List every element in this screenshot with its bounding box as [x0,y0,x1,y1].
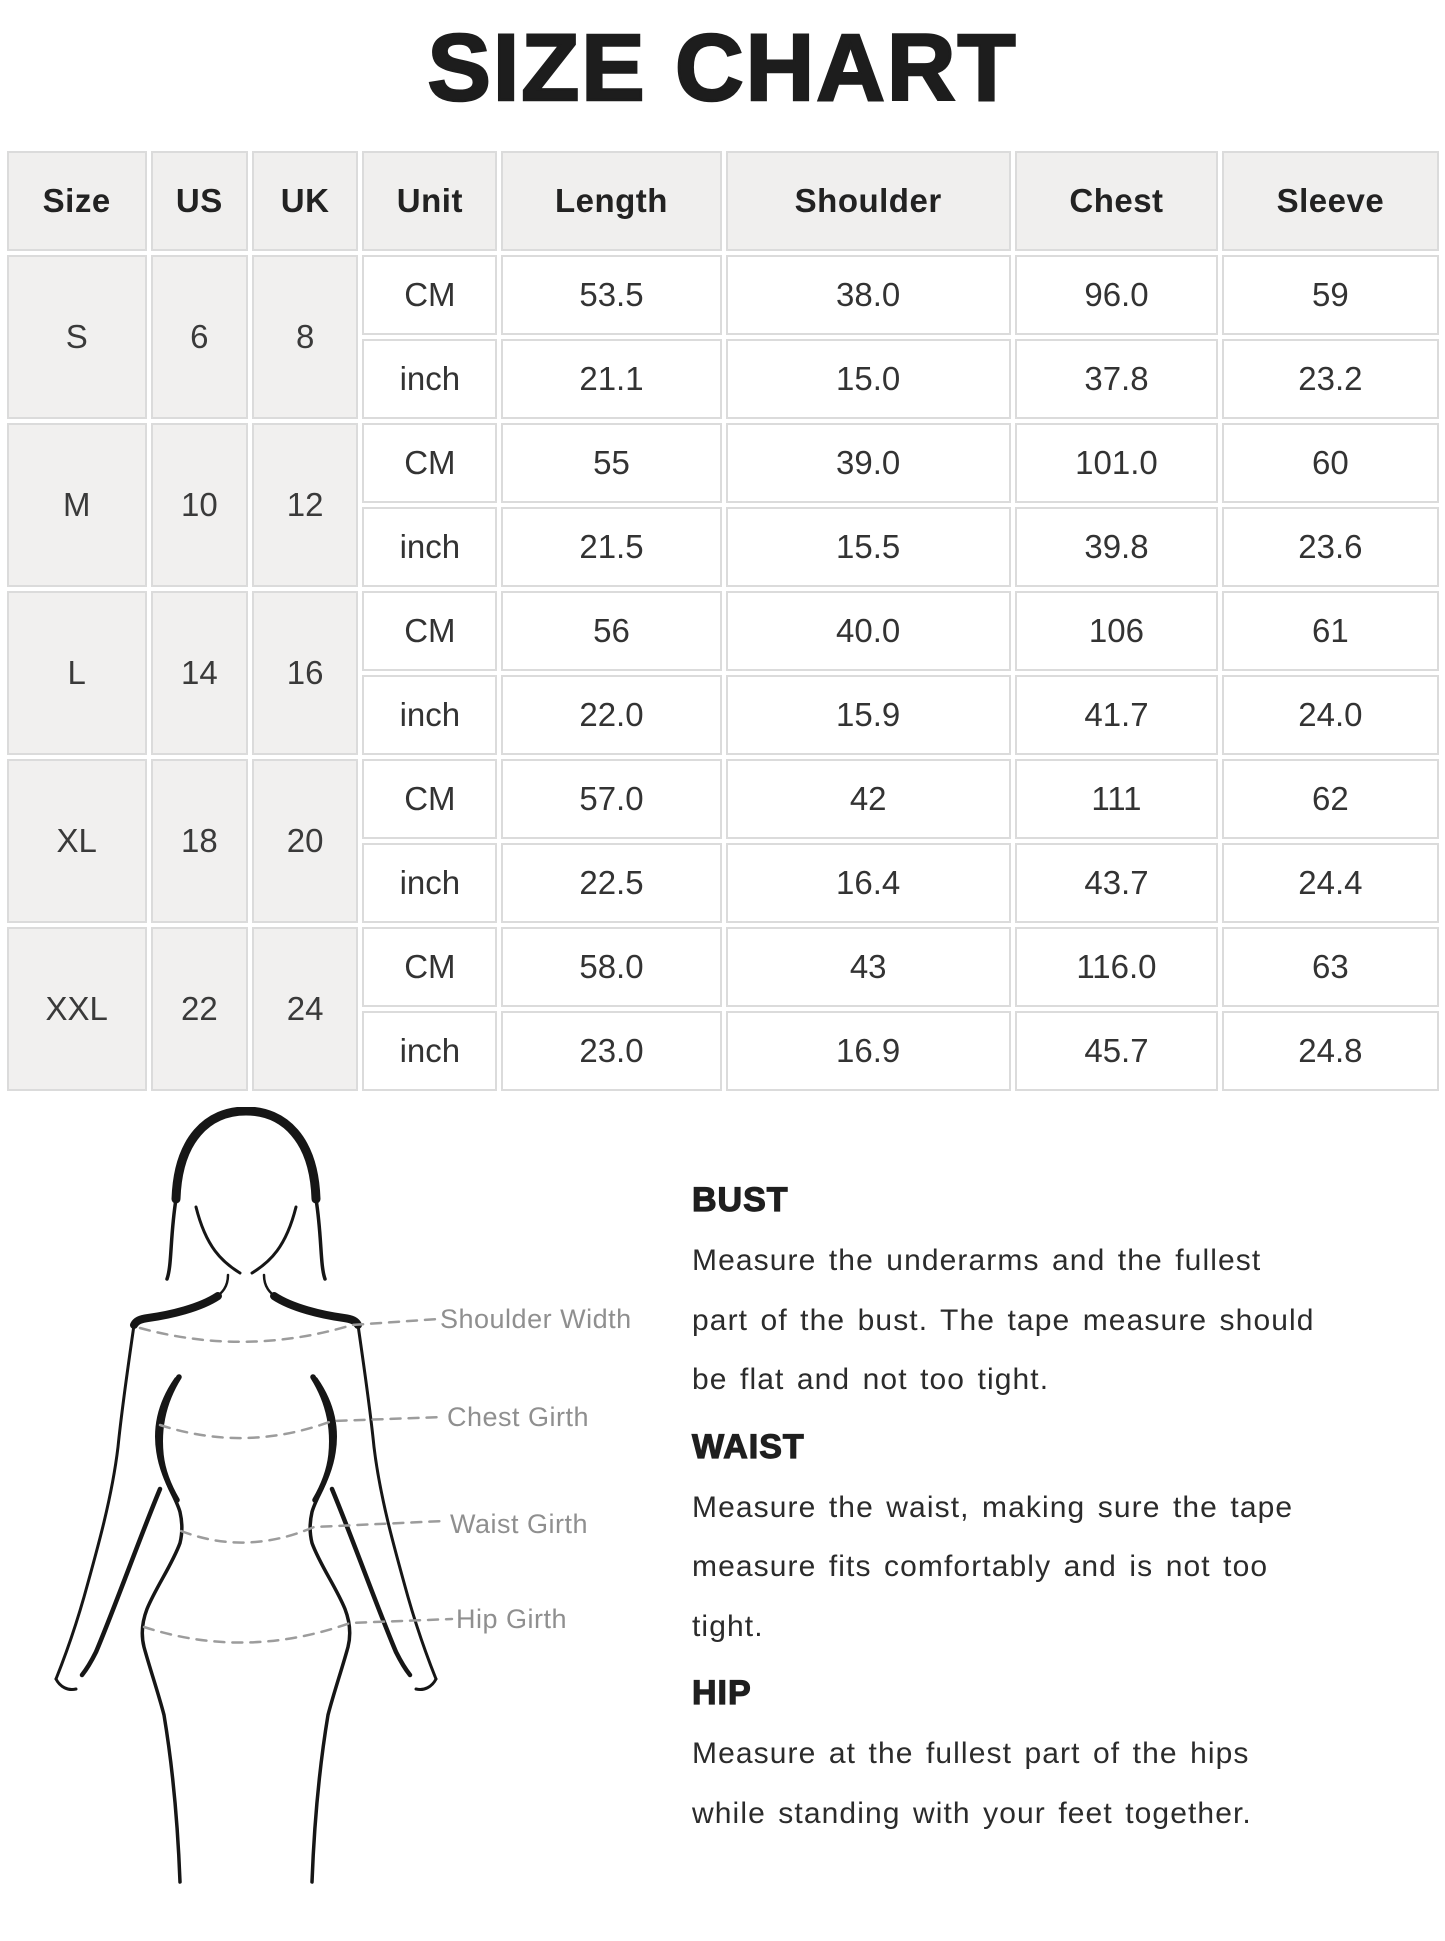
size-cell: S [7,255,147,419]
unit-cell: CM [362,927,497,1007]
value-cell: 101.0 [1015,423,1219,503]
bust-text-line: part of the bust. The tape measure should [692,1303,1315,1337]
chest-girth-dashed-line [160,1417,444,1438]
value-cell: 62 [1222,759,1438,839]
hair-right-path [316,1199,325,1279]
value-cell: 22.5 [501,843,721,923]
value-cell: 15.5 [726,507,1011,587]
value-cell: 56 [501,591,721,671]
size-chart-page [0,14,1445,1941]
col-header-length: Length [501,151,721,251]
figure-label-chest-girth: Chest Girth [447,1402,590,1433]
guide-section-bust [692,1177,1437,1410]
bust-right-accent-path [313,1377,332,1500]
table-row [7,759,1439,839]
waist-text-line: measure fits comfortably and is not too [692,1550,1269,1584]
unit-cell: inch [362,675,497,755]
shoulder-width-dashed-line [140,1319,438,1342]
unit-cell: inch [362,339,497,419]
unit-cell: inch [362,1011,497,1091]
figure-label-shoulder-width: Shoulder Width [440,1304,632,1335]
hand-left-path [56,1679,76,1690]
arm-left-inner-path [82,1489,160,1675]
waist-text-line: tight. [692,1609,764,1643]
hip-heading: HIP [692,1674,752,1713]
col-header-chest: Chest [1015,151,1219,251]
size-cell: XL [7,759,147,923]
us-cell: 22 [151,927,248,1091]
value-cell: 55 [501,423,721,503]
col-header-unit: Unit [362,151,497,251]
body-figure-area [0,1107,660,1902]
value-cell: 57.0 [501,759,721,839]
face-left-path [196,1207,240,1273]
value-cell: 41.7 [1015,675,1219,755]
value-cell: 116.0 [1015,927,1219,1007]
value-cell: 59 [1222,255,1438,335]
value-cell: 21.1 [501,339,721,419]
value-cell: 22.0 [501,675,721,755]
value-cell: 39.8 [1015,507,1219,587]
female-silhouette-figure [0,1107,660,1902]
us-cell: 10 [151,423,248,587]
size-table [3,147,1443,1095]
value-cell: 40.0 [726,591,1011,671]
table-row [7,423,1439,503]
arm-right-outer-path [358,1325,436,1679]
value-cell: 53.5 [501,255,721,335]
page-title: SIZE CHART [427,15,1018,121]
value-cell: 23.6 [1222,507,1438,587]
waist-text-line: Measure the waist, making sure the tape [692,1490,1294,1524]
value-cell: 43 [726,927,1011,1007]
size-cell: XXL [7,927,147,1091]
value-cell: 23.2 [1222,339,1438,419]
value-cell: 16.4 [726,843,1011,923]
value-cell: 61 [1222,591,1438,671]
table-row [7,255,1439,335]
hand-right-path [416,1679,436,1690]
face-right-path [252,1207,296,1273]
guide-section-waist [692,1424,1437,1657]
value-cell: 15.0 [726,339,1011,419]
shoulder-right-path [274,1296,358,1325]
value-cell: 60 [1222,423,1438,503]
col-header-us: US [151,151,248,251]
bust-heading: BUST [692,1181,789,1220]
hip-girth-dashed-line [144,1619,452,1643]
arm-right-inner-path [332,1489,410,1675]
shoulder-left-path [134,1296,218,1325]
arm-left-outer-path [56,1325,134,1679]
unit-cell: inch [362,843,497,923]
hip-text-line: Measure at the fullest part of the hips [692,1737,1250,1771]
unit-cell: CM [362,591,497,671]
table-row [7,927,1439,1007]
value-cell: 42 [726,759,1011,839]
value-cell: 15.9 [726,675,1011,755]
value-cell: 24.0 [1222,675,1438,755]
figure-label-hip-girth: Hip Girth [456,1604,568,1635]
hair-crown-path [176,1111,316,1199]
unit-cell: inch [362,507,497,587]
uk-cell: 12 [252,423,359,587]
unit-cell: CM [362,255,497,335]
value-cell: 21.5 [501,507,721,587]
value-cell: 43.7 [1015,843,1219,923]
hair-left-path [167,1199,176,1279]
value-cell: 111 [1015,759,1219,839]
guide-text-column [692,1177,1437,1857]
value-cell: 63 [1222,927,1438,1007]
size-cell: M [7,423,147,587]
value-cell: 23.0 [501,1011,721,1091]
value-cell: 58.0 [501,927,721,1007]
us-cell: 14 [151,591,248,755]
uk-cell: 8 [252,255,359,419]
table-row [7,591,1439,671]
waist-heading: WAIST [692,1427,805,1466]
col-header-size: Size [7,151,147,251]
guide-section-hip [692,1670,1437,1843]
unit-cell: CM [362,423,497,503]
uk-cell: 20 [252,759,359,923]
value-cell: 24.8 [1222,1011,1438,1091]
uk-cell: 16 [252,591,359,755]
us-cell: 18 [151,759,248,923]
size-cell: L [7,591,147,755]
col-header-shoulder: Shoulder [726,151,1011,251]
us-cell: 6 [151,255,248,419]
col-header-uk: UK [252,151,359,251]
hip-text-line: while standing with your feet together. [692,1796,1252,1830]
figure-label-waist-girth: Waist Girth [450,1509,589,1540]
uk-cell: 24 [252,927,359,1091]
value-cell: 24.4 [1222,843,1438,923]
value-cell: 96.0 [1015,255,1219,335]
bust-text-line: Measure the underarms and the fullest [692,1244,1262,1278]
measurement-guide-section [0,1107,1445,1902]
value-cell: 106 [1015,591,1219,671]
value-cell: 16.9 [726,1011,1011,1091]
unit-cell: CM [362,759,497,839]
bust-text-line: be flat and not too tight. [692,1363,1050,1397]
value-cell: 45.7 [1015,1011,1219,1091]
value-cell: 38.0 [726,255,1011,335]
value-cell: 39.0 [726,423,1011,503]
table-header-row [7,151,1439,251]
bust-left-accent-path [160,1377,179,1500]
value-cell: 37.8 [1015,339,1219,419]
col-header-sleeve: Sleeve [1222,151,1438,251]
